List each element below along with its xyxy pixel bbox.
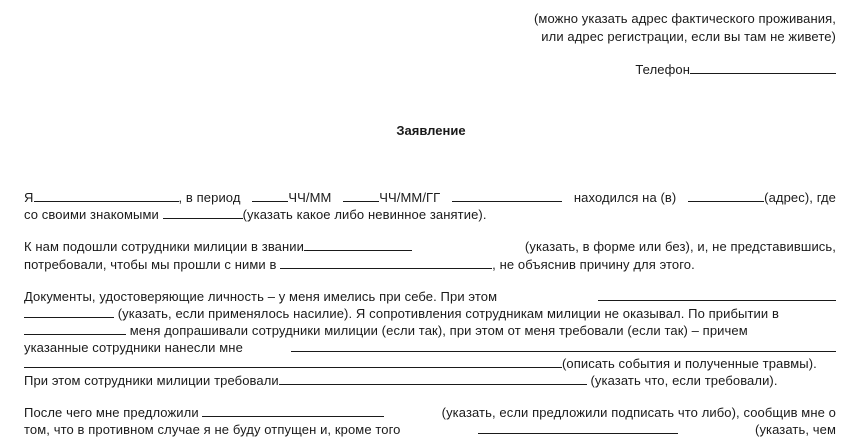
text-demands-hint: (указать что, если требовали). [590,373,778,388]
p3-line-4 [24,339,836,356]
text-i: Я [24,190,34,205]
text-interrogated: меня допрашивали сотрудники милиции (если так), при этом от меня требовали (если так) – причем [129,323,748,338]
station-blank[interactable] [24,322,126,335]
p1-seg-2 [252,189,331,206]
violence-blank-cont[interactable] [24,305,114,318]
address-note-line-2: или адрес регистрации, если вы там не живете) [541,29,836,44]
text-was-at: находился на (в) [573,190,677,205]
p1-seg-4 [688,189,836,206]
address-note-line-1: (можно указать адрес фактического проживания, [534,11,836,26]
text-hh-mm: ЧЧ/ММ [288,190,332,205]
text-demanded-by-police: При этом сотрудники милиции требовали [24,373,279,388]
address-blank[interactable] [688,189,764,202]
text-in-period: , в период [178,190,241,205]
text-activity-hint: (указать какое либо невинное занятие). [242,207,487,222]
demands-blank[interactable] [279,372,587,385]
p3-line-3 [24,322,836,339]
p2-line-1 [24,238,836,255]
rank-blank[interactable] [304,238,412,251]
text-no-reason: , не объяснив причину для этого. [492,257,695,272]
violence-blank[interactable] [598,288,836,301]
injuries-blank[interactable] [291,339,836,352]
p3-line-2 [24,305,836,322]
text-otherwise: том, что в противном случае я не буду отпущен и, кроме того [24,422,401,437]
p4-line-1 [24,404,836,421]
text-injuries-hint: (описать события и полученные травмы). [562,356,817,371]
activity-blank[interactable] [163,206,243,219]
p3-line-1 [24,288,836,305]
text-hh-mm-yy: ЧЧ/ММ/ГГ [379,190,441,205]
text-offer-hint: (указать, если предложили подписать что либо), сообщив мне о [441,405,836,420]
p3-line-5 [24,355,836,372]
text-approached: К нам подошли сотрудники милиции в звании [24,239,305,254]
place-blank[interactable] [280,256,492,269]
p1-seg-3 [343,189,440,206]
offer-blank[interactable] [202,404,384,417]
injuries-blank-cont[interactable] [24,355,562,368]
p1-line-2 [24,206,836,223]
text-rank-hint: (указать, в форме или без), и, не представившись, [524,239,836,254]
text-violence-hint: (указать, если применялось насилие). Я сопротивления сотрудникам милиции не оказывал. По прибытии в [117,306,779,321]
p2-line-2 [24,256,836,273]
date-blank[interactable] [452,189,562,202]
name-blank[interactable] [34,189,179,202]
text-demanded: потребовали, чтобы мы прошли с ними в [24,257,277,272]
text-address-where: (адрес), где [764,190,836,205]
phone-line [635,61,836,78]
document-title: Заявление [396,123,466,138]
p2-seg-1 [24,238,412,255]
text-offered: После чего мне предложили [24,405,199,420]
phone-blank[interactable] [690,61,836,74]
time-from-blank[interactable] [252,189,288,202]
text-inflicted: указанные сотрудники нанесли мне [24,340,243,355]
p1-seg-1 [24,189,241,206]
p4-line-2 [24,421,836,438]
p4-seg-1 [24,404,384,421]
text-threat-hint: (указать, чем [755,422,836,437]
text-with-friends: со своими знакомыми [24,207,159,222]
text-documents: Документы, удостоверяющие личность – у меня имелись при себе. При этом [24,289,498,304]
p1-line-1 [24,189,836,206]
threat-blank[interactable] [478,421,678,434]
phone-label: Телефон [635,62,690,77]
time-to-blank[interactable] [343,189,379,202]
p3-line-6 [24,372,836,389]
